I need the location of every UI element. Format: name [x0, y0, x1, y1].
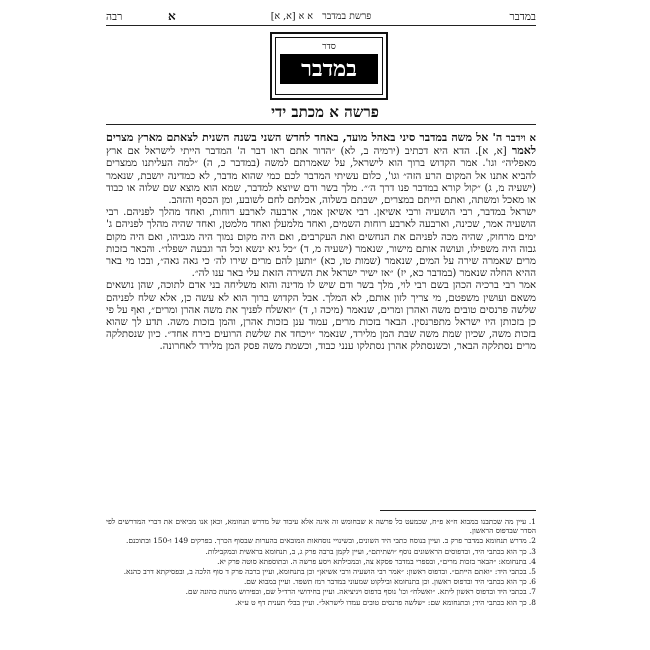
header-letter: א — [168, 9, 176, 23]
seder-label: סדר — [322, 42, 336, 52]
opening-words: א וידבר — [505, 133, 536, 144]
footnote: 5. בכתבי היד: ״ואתם הייתם״. ובדפוס ראשון: ״אמר רבי הושעיה ורבי אשיאן״ וכן בתנחומא, ועיין ברבה פרק ד סוף הלכה ב, ובפסיקתא דרב כהנא. — [123, 567, 536, 577]
footnote: 2. מדרש תנחומא במדבר פרק ב. ועיין בנוסח כתבי היד השונים, ובשינויי נוסחאות המובאים בהערות שבסוף הכרך. בפרקים 149 ו-150 ובתוכנם. — [125, 536, 536, 546]
header-book: במדבר — [509, 11, 536, 23]
paragraph-1: [א, א]. הדא היא דכתיב (ירמיה ב, לא) ״הדור אתם ראו דבר ה' המדבר הייתי לישראל אם ארץ מאפליה״ וגו'. אמר הקדוש ברוך הוא לישראל, על שאמרתם למשה (במדבר כ, ה) ״למה העליתנו ממצרים להביא אתנו אל המקום הרע הזה״ וגו', כלום עשיתי המדבר לכם כמי שהוא מדבר, לא כמדינה יושבת, שנאמר (ישעיה מ, ג) ״קול קורא במדבר פנו דרך ה׳״. מלך בשר ודם שיוצא למדבר, שמא הוא מוצא שם שלוה או כבוד או מאכל ומשתה, ואתם הייתם במצרים, ישבתם בשלוה, אכלתם לחם לשובע, ומן הכסף והזהב. — [106, 146, 536, 207]
main-text — [106, 132, 536, 500]
title-frame — [270, 32, 388, 100]
parasha-title: במדבר — [280, 54, 378, 84]
footnote: 1. עיין מה שכתבנו במבוא ח״א פ״ח, שכמעט כל פרשה א שבחומש זה אינה אלא עיבוד של מדרש תנחומא, וכאן אנו מביאים את דברי המדרשים לפי הסדר שבדפוס הראשון. — [106, 517, 536, 536]
footnote: 6. כך הוא בכתבי היד ובדפוס ראשון. וכן בתנחומא ובילקוט שמעוני במדבר רמז תשפד. ועיין במבוא שם. — [243, 577, 536, 587]
opening-verse: ה' אל משה במדבר סיני באהל מועד, באחד לחדש השני בשנה השנית לצאתם מארץ מצרים לאמר — [106, 132, 536, 158]
paragraph-3: אמר רבי ברכיה הכהן בשם רבי לוי, מלך בשר ודם שיש לו מדינה והוא משליחה בני אדם לתוכה, שהן נושאים משאם ועושין משפטם, מי צריך לזון אותם, לא המלך. אבל הקדוש ברוך הוא לא עשה כן, אלא שלח לפניהם שלשה פרנסים טובים משה ואהרן ומרים, שנאמר (מיכה ו, ד) ״ואשלח לפניך את משה אהרן ומרים״, ואף על פי כן בזכותן היו ישראל מתפרנסין. הבאר בזכות מרים, עמוד ענן בזכות אהרן, והמן בזכות משה. תדע לך שהוא בזכות משה, שכיון שמת משה שבת המן מלירד, שנאמר ״ויכחד את שלשת הרועים בירח אחד״. כיון שנסתלקה מרים נסתלקה הבאר, וכשנסתלק אהרן נסתלקו ענני כבוד, וכשמת משה פסק המן מלירד לאחרונה. — [106, 280, 536, 353]
header-parasha — [271, 11, 372, 22]
footnote-divider — [380, 510, 536, 511]
paragraph-2: ישראל במדבר, רבי הושעיה ורבי אשיאן. רבי אשיאן אמר, ארבעה לארבע רוחות, ואחד מהלך לפניהם. רבי הושעיה אמר, שכינה, וארבעה לארבע רוחות השמים, ואחד מלמעלן ואחד מלמטן, ואחד שהיה מהלך לפניהם ג' ימים מרחוק, שהיה מכה לפניהם את הנחשים ואת העקרבים, ואם היה מקום נמוך היה מגביהו, ואם היה מקום גבוה היה משפילו, ועושה אותם מישור, שנאמר (ישעיה מ, ד) ״כל גיא ינשא וכל הר וגבעה ישפלו״. והבאר בזכות מרים שאמרה שירה על המים, שנאמר (שמות טו, כא) ״ותען להם מרים שירו לה׳ כי גאה גאה״, ובכו מי באר ההיא החלה שנאמר (במדבר כא, יז) ״אז ישיר ישראל את השירה הזאת עלי באר ענו לה״. — [106, 207, 536, 280]
header-rabba: רבה — [106, 11, 123, 23]
top-divider — [106, 124, 536, 125]
footnote: 3. כך הוא בכתבי היד, ובדפוסים הראשונים נוסף ״ושתיתם״, ועיין לקמן ברבה פרק ג, ב, תנחומא בראשית ובמקבילות. — [205, 546, 536, 556]
footnote: 7. בכתבי היד ובדפוס ראשון ליתא. ״ואשלח״ וכו' נוסף בדפוס ויניציאה. ועיין בחידושי הרד״ל שם, ובפירוש מתנות כהונה שם. — [185, 587, 536, 597]
chapter-subtitle: פרשה א מכתב ידי — [271, 103, 379, 121]
footnote: 4. בתנחומא: ״הבאר בזכות מרים״, ובספרי במדבר פסקא צה, ובמכילתא ויסע פרשה ה. ובתוספתא סוטה פרק יא. — [217, 556, 536, 566]
footnote: 8. כך הוא בכתבי היד; ובתנחומא שם: ״שלשה פרנסים טובים עמדו לישראל״. ועיין בבלי תענית דף ט ע״א. — [235, 597, 536, 607]
footnotes — [106, 517, 536, 645]
running-header — [106, 7, 536, 26]
opening-paragraph — [106, 132, 536, 207]
header-parasha-name: פרשת במדבר — [322, 11, 372, 22]
header-ref: א א [א, א] — [270, 11, 314, 22]
